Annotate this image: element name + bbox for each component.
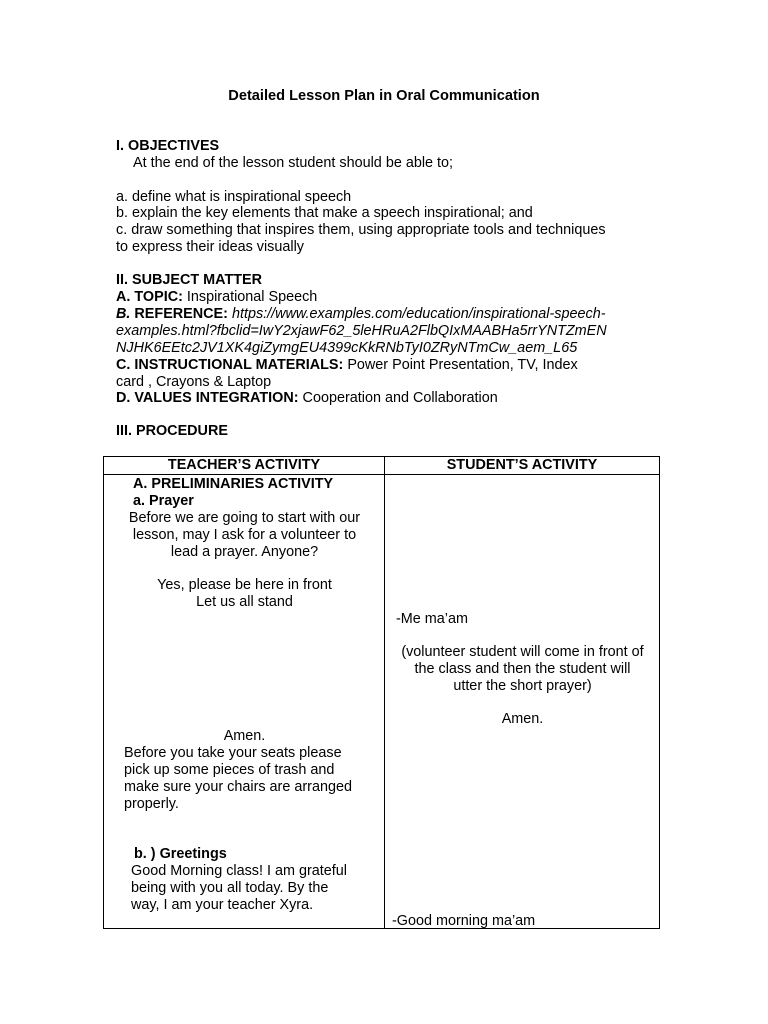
student-amen: Amen. [501,711,544,727]
materials-line [116,357,578,374]
teacher-seat-line-3: make sure your chairs are arranged [124,779,352,795]
teacher-activity-header: TEACHER’S ACTIVITY [104,457,385,475]
teacher-amen: Amen. [223,728,266,744]
reference-url-3[interactable]: NJHK6EEtc2JV1XK4giZymgEU4399cKkRNbTyI0ZRyNTmCw_aem_L65 [116,340,578,356]
procedure-heading: III. PROCEDURE [116,423,228,439]
student-good-morning: -Good morning ma’am [392,913,536,929]
teacher-greet-line-2: being with you all today. By the [131,880,329,896]
student-volunteer-line-2: the class and then the student will [414,661,631,677]
objective-a: a. define what is inspirational speech [116,189,352,205]
reference-label: REFERENCE: [134,306,228,322]
teacher-prayer-line-3: lead a prayer. Anyone? [170,544,319,560]
reference-line [116,306,606,323]
values-value: Cooperation and Collaboration [302,390,498,406]
reference-url-2[interactable]: examples.html?fbclid=IwY2xjawF62_5leHRuA2FlbQIxMAABHa5rrYNTZmEN [116,323,607,339]
procedure-header-row [104,457,660,475]
objective-b: b. explain the key elements that make a speech inspirational; and [116,205,533,221]
reference-url-1[interactable]: https://www.examples.com/education/inspirational-speech- [231,306,606,322]
student-volunteer-line-3: utter the short prayer) [453,678,592,694]
materials-label: C. INSTRUCTIONAL MATERIALS: [116,357,344,373]
prayer-subheading: a. Prayer [133,493,194,509]
topic-line [116,289,317,306]
objectives-heading: I. OBJECTIVES [116,138,220,154]
teacher-greet-line-1: Good Morning class! I am grateful [131,863,347,879]
teacher-activity-cell [104,475,385,929]
teacher-prayer-line-1: Before we are going to start with our [128,510,361,526]
procedure-body-row [104,475,660,929]
topic-value: Inspirational Speech [186,289,318,305]
teacher-seat-line-4: properly. [124,796,179,812]
teacher-prayer-line-2: lesson, may I ask for a volunteer to [132,527,357,543]
teacher-greet-line-3: way, I am your teacher Xyra. [131,897,314,913]
student-activity-header: STUDENT’S ACTIVITY [385,457,660,475]
subject-matter-heading: II. SUBJECT MATTER [116,272,263,288]
topic-label: A. TOPIC: [116,289,183,305]
teacher-seat-line-1: Before you take your seats please [124,745,342,761]
student-volunteer-line-1: (volunteer student will come in front of [401,644,644,660]
values-line [116,390,498,407]
student-me-maam: -Me ma’am [396,611,468,627]
preliminaries-heading: A. PRELIMINARIES ACTIVITY [133,476,334,492]
values-label: D. VALUES INTEGRATION: [116,390,299,406]
student-activity-cell [385,475,660,929]
teacher-front-line-1: Yes, please be here in front [157,577,332,593]
objective-c: c. draw something that inspires them, using appropriate tools and techniques [116,222,606,238]
teacher-seat-line-2: pick up some pieces of trash and [124,762,335,778]
reference-letter: B. [116,306,131,322]
page-title: Detailed Lesson Plan in Oral Communication [228,88,540,104]
materials-value: Power Point Presentation, TV, Index [347,357,578,373]
objectives-intro: At the end of the lesson student should be able to; [133,155,454,171]
greetings-subheading: b. ) Greetings [134,846,227,862]
objective-c-continued: to express their ideas visually [116,239,304,255]
procedure-table [103,456,660,929]
teacher-front-line-2: Let us all stand [196,594,293,610]
materials-value-continued: card , Crayons & Laptop [116,374,272,390]
